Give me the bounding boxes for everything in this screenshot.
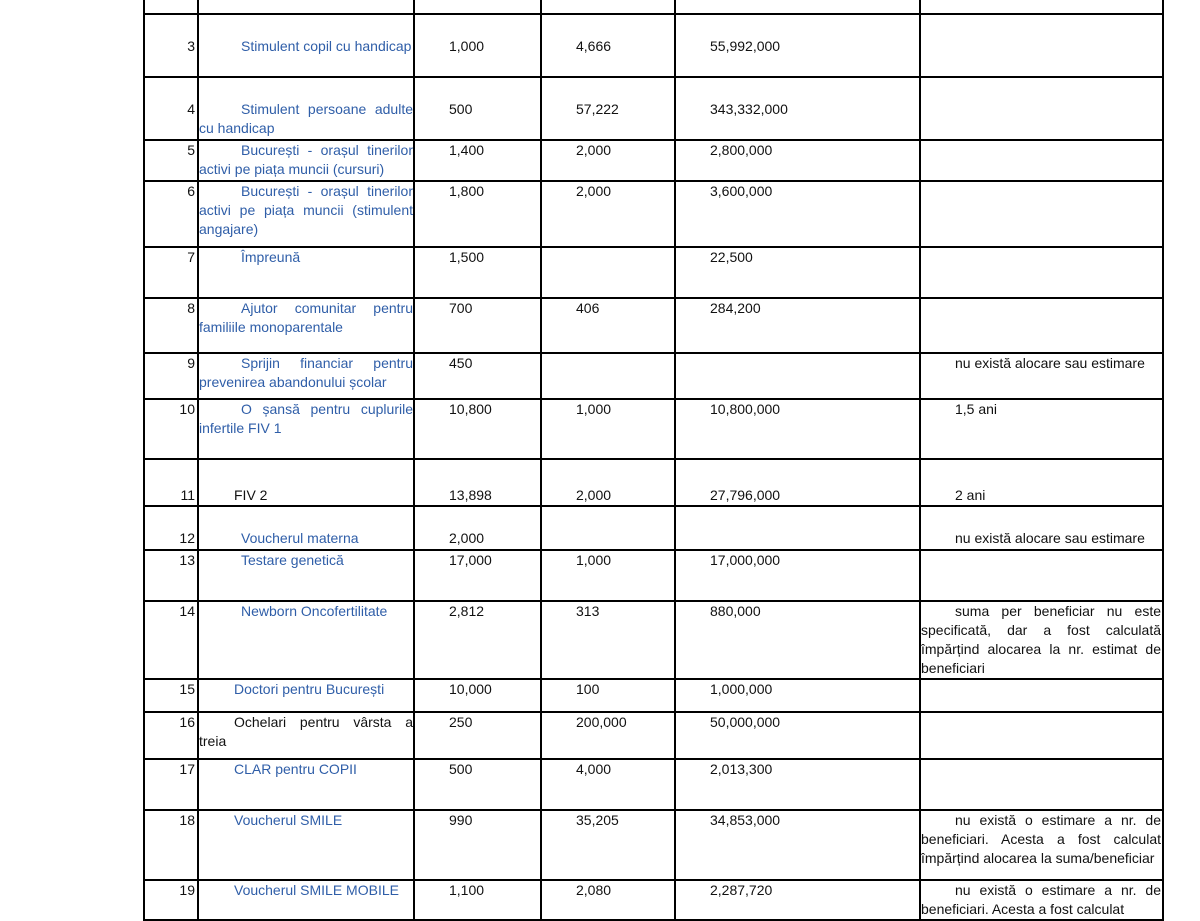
total-allocation-text: 27,796,000 <box>710 487 781 503</box>
total-allocation-text: 17,000,000 <box>710 552 781 568</box>
table-row <box>144 181 1163 247</box>
sum-per-beneficiary-text: 500 <box>449 761 473 777</box>
sum-per-beneficiary-text: 10,800 <box>449 401 492 417</box>
sum-per-beneficiary <box>414 247 541 298</box>
beneficiaries-count-text: 200,000 <box>576 714 627 730</box>
sum-per-beneficiary-text: 2,812 <box>449 603 485 619</box>
beneficiaries-count <box>541 140 675 181</box>
row-number <box>144 77 198 140</box>
program-name-text: Doctori pentru București <box>234 681 385 697</box>
sum-per-beneficiary-text: 13,898 <box>449 487 492 503</box>
table-row <box>144 140 1163 181</box>
observations-text: 2 ani <box>955 487 986 503</box>
table-row <box>144 14 1163 77</box>
beneficiaries-count-text: 406 <box>576 300 600 316</box>
sum-per-beneficiary-text: 700 <box>449 300 473 316</box>
observations <box>920 399 1163 459</box>
total-allocation <box>675 298 920 353</box>
total-allocation-text: 3,600,000 <box>710 183 773 199</box>
row-number <box>144 601 198 679</box>
observations <box>920 181 1163 247</box>
program-name-text: Împreună <box>241 249 301 265</box>
sum-per-beneficiary <box>414 0 541 14</box>
table-row <box>144 247 1163 298</box>
total-allocation <box>675 679 920 712</box>
program-name <box>198 0 414 14</box>
beneficiaries-count <box>541 353 675 399</box>
row-number <box>144 0 198 14</box>
row-number-text: 19 <box>179 882 195 898</box>
sum-per-beneficiary <box>414 14 541 77</box>
program-name[interactable] <box>198 759 414 810</box>
observations <box>920 353 1163 399</box>
total-allocation <box>675 247 920 298</box>
row-number-text: 5 <box>187 142 195 158</box>
sum-per-beneficiary <box>414 459 541 506</box>
observations <box>920 459 1163 506</box>
row-number-text: 16 <box>179 714 195 730</box>
table-row <box>144 810 1163 880</box>
sum-per-beneficiary-text: 2,000 <box>449 530 485 546</box>
observations-text: nu există alocare sau estimare <box>955 355 1145 371</box>
row-number-text: 7 <box>187 249 195 265</box>
sum-per-beneficiary <box>414 353 541 399</box>
sum-per-beneficiary <box>414 399 541 459</box>
observations-text: nu există o estimare a nr. de beneficiari. Acesta a fost calculat împărțind alocarea la suma/beneficiar <box>921 812 1161 866</box>
beneficiaries-count <box>541 679 675 712</box>
program-name-text: Ajutor comunitar pentru familiile monoparentale <box>199 300 413 335</box>
row-number-text: 9 <box>187 355 195 371</box>
total-allocation <box>675 459 920 506</box>
sum-per-beneficiary-text: 450 <box>449 355 473 371</box>
total-allocation-text: 34,853,000 <box>710 812 781 828</box>
program-name-text: FIV 2 <box>234 487 268 503</box>
total-allocation-text: 880,000 <box>710 603 761 619</box>
program-name[interactable] <box>198 353 414 399</box>
total-allocation <box>675 399 920 459</box>
beneficiaries-count-text: 2,000 <box>576 183 612 199</box>
table-row <box>144 77 1163 140</box>
observations <box>920 77 1163 140</box>
program-name[interactable] <box>198 77 414 140</box>
row-number <box>144 181 198 247</box>
table-row <box>144 712 1163 759</box>
table-row <box>144 459 1163 506</box>
beneficiaries-count-text: 1,000 <box>576 401 612 417</box>
total-allocation <box>675 759 920 810</box>
beneficiaries-count <box>541 601 675 679</box>
row-number-text: 8 <box>187 300 195 316</box>
observations <box>920 506 1163 550</box>
total-allocation <box>675 550 920 601</box>
beneficiaries-count <box>541 459 675 506</box>
beneficiaries-count-text: 1,000 <box>576 552 612 568</box>
total-allocation-text: 2,287,720 <box>710 882 773 898</box>
row-number <box>144 14 198 77</box>
total-allocation-text: 284,200 <box>710 300 761 316</box>
beneficiaries-count-text: 2,080 <box>576 882 612 898</box>
total-allocation <box>675 14 920 77</box>
program-name[interactable] <box>198 810 414 880</box>
sum-per-beneficiary <box>414 506 541 550</box>
observations <box>920 14 1163 77</box>
sum-per-beneficiary-text: 500 <box>449 101 473 117</box>
sum-per-beneficiary-text: 10,000 <box>449 681 492 697</box>
observations <box>920 759 1163 810</box>
sum-per-beneficiary <box>414 550 541 601</box>
program-name-text: Ochelari pentru vârsta a treia <box>199 714 413 749</box>
row-number <box>144 712 198 759</box>
sum-per-beneficiary-text: 250 <box>449 714 473 730</box>
program-name-text: Testare genetică <box>241 552 344 568</box>
total-allocation-text: 55,992,000 <box>710 38 781 54</box>
sum-per-beneficiary <box>414 759 541 810</box>
row-number <box>144 880 198 920</box>
table-row <box>144 298 1163 353</box>
table-row <box>144 880 1163 920</box>
program-name-text: Voucherul materna <box>241 530 359 546</box>
sum-per-beneficiary-text: 17,000 <box>449 552 492 568</box>
sum-per-beneficiary-text: 1,000 <box>449 38 485 54</box>
program-name[interactable] <box>198 601 414 679</box>
total-allocation-text: 2,013,300 <box>710 761 773 777</box>
observations-text: suma per beneficiar nu este specificată, dar a fost calculată împărțind alocarea la nr. estimat de beneficiari <box>921 603 1161 676</box>
row-number <box>144 247 198 298</box>
total-allocation <box>675 353 920 399</box>
program-name[interactable] <box>198 880 414 920</box>
program-name-text: Newborn Oncofertilitate <box>241 603 388 619</box>
table-row <box>144 399 1163 459</box>
sum-per-beneficiary-text: 1,800 <box>449 183 485 199</box>
observations <box>920 679 1163 712</box>
row-number-text: 13 <box>179 552 195 568</box>
row-number <box>144 506 198 550</box>
sum-per-beneficiary <box>414 712 541 759</box>
beneficiaries-count <box>541 712 675 759</box>
sum-per-beneficiary-text: 1,400 <box>449 142 485 158</box>
table-row <box>144 679 1163 712</box>
row-number-text: 17 <box>179 761 195 777</box>
beneficiaries-count <box>541 810 675 880</box>
beneficiaries-count <box>541 759 675 810</box>
program-name[interactable] <box>198 14 414 77</box>
program-name-text: București - orașul tinerilor activi pe piața muncii (stimulent angajare) <box>199 183 413 237</box>
program-name[interactable] <box>198 399 414 459</box>
sum-per-beneficiary <box>414 140 541 181</box>
total-allocation-text: 343,332,000 <box>710 101 788 117</box>
total-allocation-text: 50,000,000 <box>710 714 781 730</box>
beneficiaries-count <box>541 399 675 459</box>
table-row <box>144 759 1163 810</box>
observations <box>920 810 1163 880</box>
table-row <box>144 0 1163 14</box>
beneficiaries-count-text: 4,000 <box>576 761 612 777</box>
sum-per-beneficiary <box>414 880 541 920</box>
row-number-text: 4 <box>187 101 195 117</box>
observations <box>920 880 1163 920</box>
beneficiaries-count-text: 2,000 <box>576 487 612 503</box>
table-row <box>144 601 1163 679</box>
table-row <box>144 506 1163 550</box>
program-name <box>198 712 414 759</box>
beneficiaries-count-text: 2,000 <box>576 142 612 158</box>
program-name <box>198 459 414 506</box>
row-number <box>144 550 198 601</box>
row-number <box>144 353 198 399</box>
row-number <box>144 679 198 712</box>
beneficiaries-count <box>541 77 675 140</box>
sum-per-beneficiary <box>414 679 541 712</box>
observations <box>920 247 1163 298</box>
program-name[interactable] <box>198 247 414 298</box>
observations <box>920 298 1163 353</box>
row-number <box>144 298 198 353</box>
program-name-text: București - orașul tinerilor activi pe piața muncii (cursuri) <box>199 142 413 177</box>
program-name[interactable] <box>198 550 414 601</box>
program-name-text: Stimulent copil cu handicap <box>241 38 412 54</box>
sum-per-beneficiary <box>414 810 541 880</box>
beneficiaries-count-text: 313 <box>576 603 600 619</box>
program-name[interactable] <box>198 181 414 247</box>
sum-per-beneficiary <box>414 601 541 679</box>
program-name[interactable] <box>198 506 414 550</box>
beneficiaries-count <box>541 550 675 601</box>
programs-table <box>143 0 1164 921</box>
observations <box>920 712 1163 759</box>
row-number-text: 12 <box>179 530 195 546</box>
total-allocation <box>675 506 920 550</box>
total-allocation <box>675 601 920 679</box>
observations-text: nu există o estimare a nr. de beneficiari. Acesta a fost calculat <box>921 882 1161 917</box>
program-name-text: Sprijin financiar pentru prevenirea abandonului școlar <box>199 355 413 390</box>
program-name-text: Voucherul SMILE MOBILE <box>234 882 399 898</box>
beneficiaries-count <box>541 0 675 14</box>
beneficiaries-count <box>541 506 675 550</box>
row-number-text: 3 <box>187 38 195 54</box>
row-number <box>144 459 198 506</box>
program-name-text: O șansă pentru cuplurile infertile FIV 1 <box>199 401 413 436</box>
beneficiaries-count <box>541 247 675 298</box>
sum-per-beneficiary <box>414 298 541 353</box>
total-allocation <box>675 181 920 247</box>
total-allocation <box>675 880 920 920</box>
beneficiaries-count-text: 57,222 <box>576 101 619 117</box>
row-number-text: 18 <box>179 812 195 828</box>
row-number-text: 15 <box>179 681 195 697</box>
observations <box>920 601 1163 679</box>
beneficiaries-count <box>541 14 675 77</box>
row-number-text: 10 <box>179 401 195 417</box>
row-number-text: 6 <box>187 183 195 199</box>
total-allocation <box>675 0 920 14</box>
observations-text: nu există alocare sau estimare <box>955 530 1145 546</box>
observations <box>920 550 1163 601</box>
table-row <box>144 353 1163 399</box>
total-allocation-text: 22,500 <box>710 249 753 265</box>
row-number <box>144 759 198 810</box>
total-allocation-text: 2,800,000 <box>710 142 773 158</box>
program-name[interactable] <box>198 298 414 353</box>
sum-per-beneficiary-text: 1,500 <box>449 249 485 265</box>
sum-per-beneficiary <box>414 77 541 140</box>
sum-per-beneficiary-text: 1,100 <box>449 882 485 898</box>
row-number-text: 11 <box>180 487 195 503</box>
table-row <box>144 550 1163 601</box>
program-name-text: CLAR pentru COPII <box>234 761 357 777</box>
total-allocation <box>675 712 920 759</box>
observations <box>920 140 1163 181</box>
program-name[interactable] <box>198 679 414 712</box>
beneficiaries-count <box>541 181 675 247</box>
program-name-text: Voucherul SMILE <box>234 812 343 828</box>
row-number-text: 14 <box>179 603 195 619</box>
observations <box>920 0 1163 14</box>
sum-per-beneficiary-text: 990 <box>449 812 473 828</box>
row-number <box>144 140 198 181</box>
sum-per-beneficiary <box>414 181 541 247</box>
total-allocation <box>675 140 920 181</box>
observations-text: 1,5 ani <box>955 401 998 417</box>
row-number <box>144 810 198 880</box>
beneficiaries-count-text: 4,666 <box>576 38 612 54</box>
beneficiaries-count <box>541 298 675 353</box>
program-name-text: Stimulent persoane adulte cu handicap <box>199 101 413 136</box>
total-allocation-text: 10,800,000 <box>710 401 781 417</box>
total-allocation-text: 1,000,000 <box>710 681 773 697</box>
beneficiaries-count-text: 100 <box>576 681 600 697</box>
beneficiaries-count <box>541 880 675 920</box>
program-name[interactable] <box>198 140 414 181</box>
total-allocation <box>675 810 920 880</box>
row-number <box>144 399 198 459</box>
total-allocation <box>675 77 920 140</box>
beneficiaries-count-text: 35,205 <box>576 812 619 828</box>
